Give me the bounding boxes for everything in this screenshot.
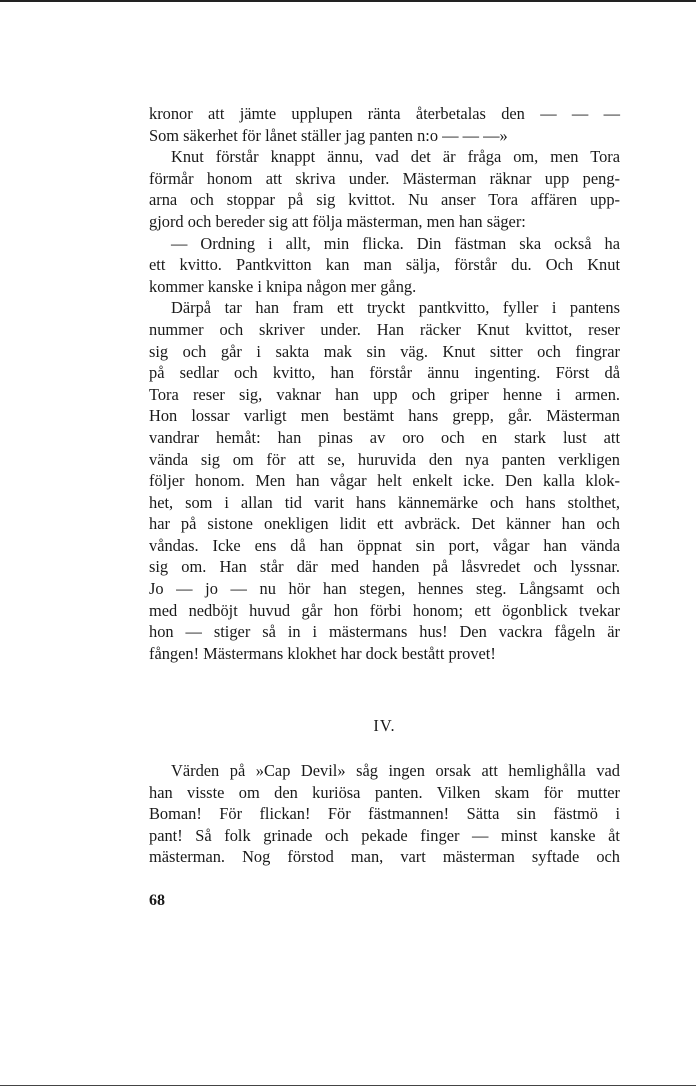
text-line: våndas. Icke ens då han öppnat sin port, vågar han vända bbox=[149, 535, 620, 555]
text-line: nummer och skriver under. Han räcker Knut kvittot, reser bbox=[149, 319, 620, 339]
text-line: sig och går i sakta mak sin väg. Knut sitter och fingrar bbox=[149, 341, 620, 361]
chapter-heading: IV. bbox=[373, 716, 396, 735]
page-number: 68 bbox=[149, 892, 165, 909]
body-text-block-2 bbox=[149, 760, 620, 868]
text-line: följer honom. Men han vågar helt enkelt icke. Den kalla klok- bbox=[149, 471, 620, 491]
text-line: Boman! För flickan! För fästmannen! Sätta sin fästmö i bbox=[149, 804, 620, 824]
text-line: Jo — jo — nu hör han stegen, hennes steg. Långsamt och bbox=[149, 579, 620, 599]
text-line: Värden på »Cap Devil» såg ingen orsak att hemlighålla vad bbox=[171, 761, 620, 780]
text-line: hon — stiger så in i mästermans hus! Den vackra fågeln är bbox=[149, 622, 620, 642]
text-line: Därpå tar han fram ett tryckt pantkvitto, fyller i pantens bbox=[171, 298, 620, 318]
text-line: på sedlar och kvitto, han förstår ännu ingenting. Först då bbox=[149, 363, 620, 383]
text-line: Som säkerhet för lånet ställer jag panten n:o — — —» bbox=[149, 125, 508, 145]
text-line: han visste om den kuriösa panten. Vilken skam för mutter bbox=[149, 782, 620, 802]
text-line: kommer kanske i knipa någon mer gång. bbox=[149, 276, 417, 296]
page-bottom-edge bbox=[0, 1085, 696, 1086]
text-line: kronor att jämte upplupen ränta återbetalas den — — — bbox=[149, 104, 620, 123]
text-line: Tora reser sig, vaknar han upp och griper henne i armen. bbox=[149, 384, 620, 404]
text-line: sig om. Han står där med handen på låsvredet och lyssnar. bbox=[149, 557, 620, 577]
page-top-edge bbox=[0, 0, 696, 2]
text-line: het, som i allan tid varit hans kännemärke och hans stolthet, bbox=[149, 492, 620, 512]
text-line: mästerman. Nog förstod man, vart mästerman syftade och bbox=[149, 847, 620, 867]
body-text-block-1 bbox=[149, 103, 620, 664]
text-line: gjord och bereder sig att följa mästerman, men han säger: bbox=[149, 211, 526, 231]
text-line: har på sistone onekligen lidit ett avbräck. Det känner han och bbox=[149, 514, 620, 534]
text-line: förmår honom att skriva under. Mästerman räknar upp peng- bbox=[149, 168, 620, 188]
text-line: arna och stoppar på sig kvittot. Nu anser Tora affären upp- bbox=[149, 190, 620, 210]
text-line: Hon lossar varligt men bestämt hans grepp, går. Mästerman bbox=[149, 406, 620, 426]
text-line: med nedböjt huvud går hon förbi honom; ett ögonblick tvekar bbox=[149, 600, 620, 620]
text-line: — Ordning i allt, min flicka. Din fästman ska också ha bbox=[171, 233, 620, 253]
text-line: ett kvitto. Pantkvitton kan man sälja, förstår du. Och Knut bbox=[149, 255, 620, 275]
text-line: fången! Mästermans klokhet har dock bestått provet! bbox=[149, 643, 496, 663]
text-line: vända sig om för att se, huruvida den nya panten verkligen bbox=[149, 449, 620, 469]
text-line: pant! Så folk grinade och pekade finger — minst kanske åt bbox=[149, 825, 620, 845]
text-line: vandrar hemåt: han pinas av oro och en stark lust att bbox=[149, 427, 620, 447]
text-line: Knut förstår knappt ännu, vad det är fråga om, men Tora bbox=[171, 147, 620, 167]
